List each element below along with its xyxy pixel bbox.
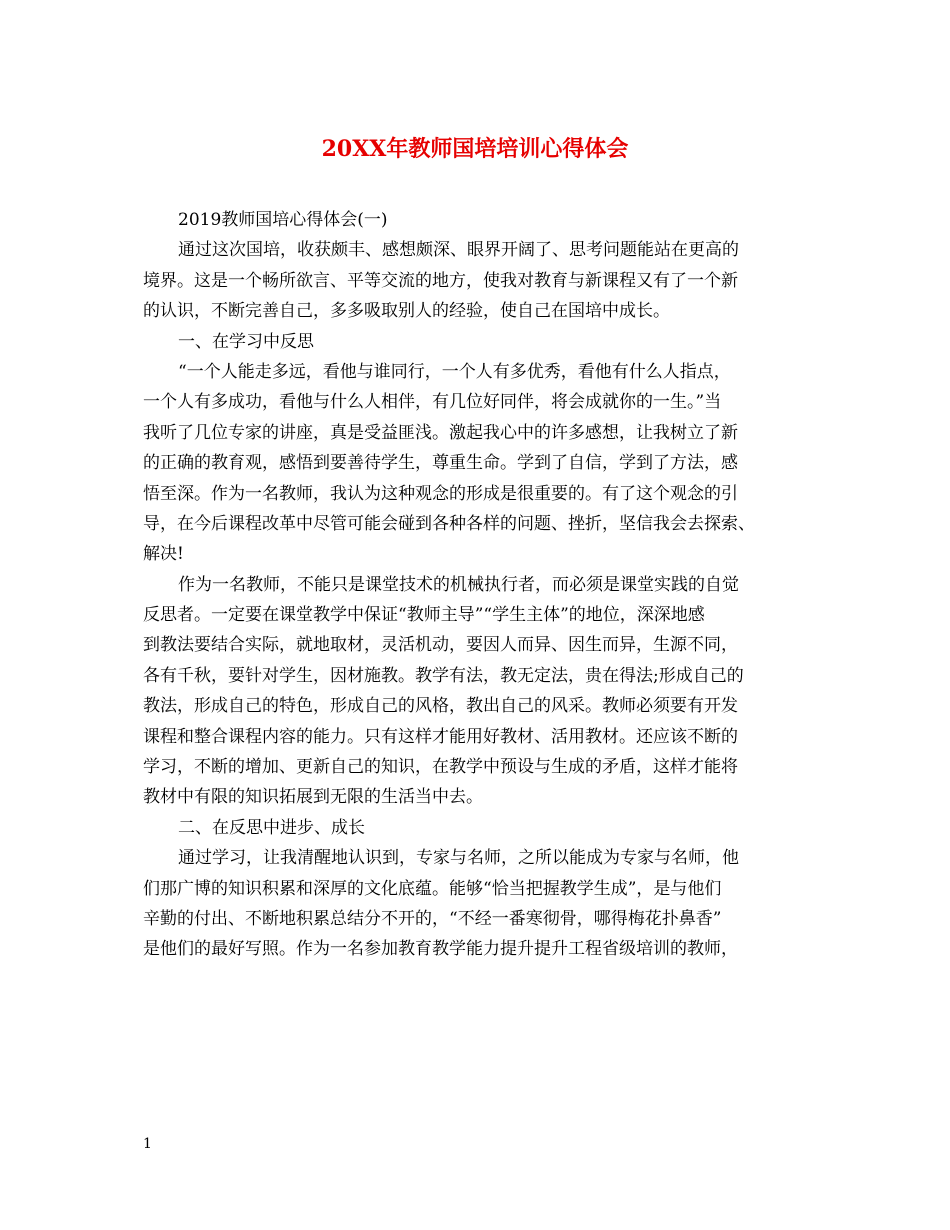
paragraph-line: 辛勤的付出、不断地积累总结分不开的，“不经一番寒彻骨，哪得梅花扑鼻香”: [143, 908, 722, 929]
paragraph-line: 我听了几位专家的讲座，真是受益匪浅。激起我心中的许多感想，让我树立了新: [143, 422, 738, 443]
paragraph-line: 教法，形成自己的特色，形成自己的风格，教出自己的风采。教师必须要有开发: [143, 696, 738, 717]
paragraph-line: 的正确的教育观，感悟到要善待学生，尊重生命。学到了自信，学到了方法，感: [143, 453, 738, 474]
paragraph-line: 的认识，不断完善自己，多多吸取别人的经验，使自己在国培中成长。: [143, 301, 670, 322]
paragraph-line: 课程和整合课程内容的能力。只有这样才能用好教材、活用教材。还应该不断的: [143, 726, 738, 747]
paragraph-line: 是他们的最好写照。作为一名参加教育教学能力提升提升工程省级培训的教师，: [143, 939, 738, 960]
paragraph-line: 各有千秋，要针对学生，因材施教。教学有法，教无定法，贵在得法;形成自己的: [143, 665, 744, 686]
paragraph-line: 学习，不断的增加、更新自己的知识，在教学中预设与生成的矛盾，这样才能将: [143, 757, 738, 778]
paragraph-line: 境界。这是一个畅所欲言、平等交流的地方，使我对教育与新课程又有了一个新: [143, 270, 738, 291]
section-heading: 二、在反思中进步、成长: [178, 817, 365, 838]
paragraph-line: 导，在今后课程改革中尽管可能会碰到各种各样的问题、挫折，坚信我会去探索、: [143, 513, 755, 534]
document-title: 20XX年教师国培培训心得体会: [321, 136, 629, 162]
paragraph-line: 教材中有限的知识拓展到无限的生活当中去。: [143, 787, 483, 808]
section-heading: 一、在学习中反思: [178, 331, 314, 352]
paragraph-line: 通过这次国培，收获颇丰、感想颇深、眼界开阔了、思考问题能站在更高的: [178, 240, 739, 261]
paragraph-line: 悟至深。作为一名教师，我认为这种观念的形成是很重要的。有了这个观念的引: [143, 483, 738, 504]
paragraph-line: 们那广博的知识积累和深厚的文化底蕴。能够“恰当把握教学生成”，是与他们: [143, 878, 722, 899]
paragraph-line: “一个人能走多远，看他与谁同行，一个人有多优秀，看他有什么人指点，: [178, 361, 731, 382]
document-body: [143, 205, 813, 965]
paragraph-line: 解决!: [143, 544, 184, 565]
paragraph-line: 一个人有多成功，看他与什么人相伴，有几位好同伴，将会成就你的一生。”当: [143, 392, 722, 413]
page-number: 1: [143, 1136, 152, 1152]
paragraph-line: 反思者。一定要在课堂教学中保证“教师主导”“学生主体”的地位，深深地感: [143, 605, 705, 626]
section-heading: 2019教师国培心得体会(一): [178, 210, 388, 230]
paragraph-line: 作为一名教师，不能只是课堂技术的机械执行者，而必须是课堂实践的自觉: [178, 574, 739, 595]
paragraph-line: 通过学习，让我清醒地认识到，专家与名师，之所以能成为专家与名师，他: [178, 848, 739, 869]
paragraph-line: 到教法要结合实际，就地取材，灵活机动，要因人而异、因生而异，生源不同，: [143, 635, 738, 656]
